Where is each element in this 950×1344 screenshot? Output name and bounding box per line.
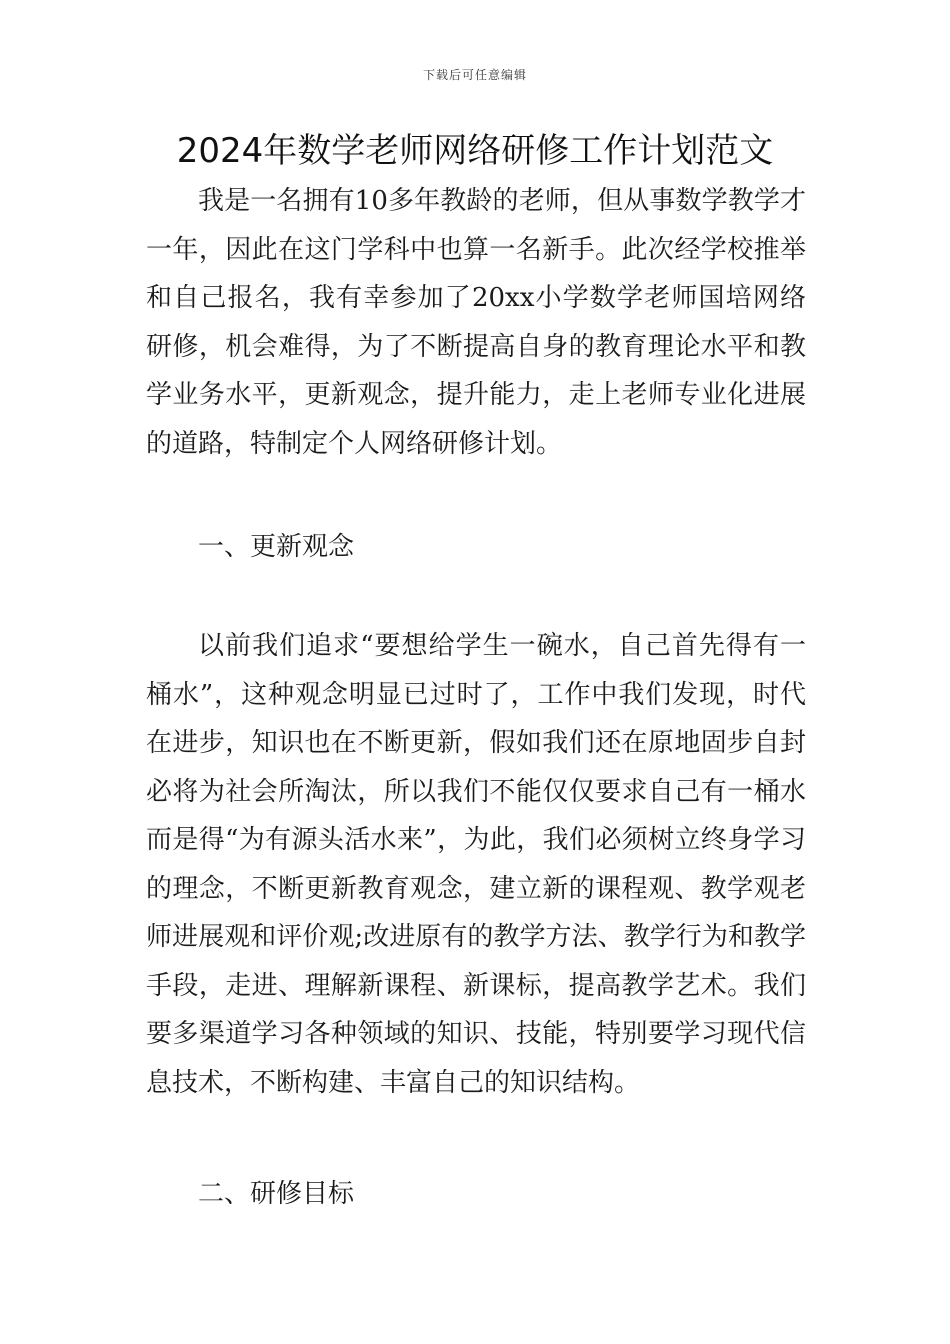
- section-1-paragraph: 以前我们追求“要想给学生一碗水，自己首先得有一桶水”，这种观念明显已过时了，工作中我们发现，时代在进步，知识也在不断更新，假如我们还在原地固步自封必将为社会所淘汰，所以我们不能仅仅要求自己有一桶水而是得“为有源头活水来”，为此，我们必须树立终身学习的理念，不断更新教育观念，建立新的课程观、教学观老师进展观和评价观;改进原有的教学方法、教学行为和教学手段，走进、理解新课程、新课标，提高教学艺术。我们要多渠道学习各种领域的知识、技能，特别要学习现代信息技术，不断构建、丰富自己的知识结构。: [146, 631, 806, 1098]
- document-title: 2024年数学老师网络研修工作计划范文: [176, 131, 774, 171]
- section-2: [146, 1170, 806, 1219]
- section-1-heading: 一、更新观念: [198, 532, 355, 562]
- section-1: [146, 523, 806, 572]
- header-note: 下载后可任意编辑: [422, 68, 527, 82]
- section-1-content: [146, 622, 806, 1107]
- intro-section: [146, 177, 806, 468]
- intro-paragraph: 我是一名拥有10多年教龄的老师，但从事数学教学才一年，因此在这门学科中也算一名新手。此次经学校推举和自己报名，我有幸参加了20xx小学数学老师国培网络研修，机会难得，为了不断提高自身的教育理论水平和教学业务水平，更新观念，提升能力，走上老师专业化进展的道路，特制定个人网络研修计划。: [146, 186, 806, 459]
- section-2-heading: 二、研修目标: [198, 1179, 355, 1209]
